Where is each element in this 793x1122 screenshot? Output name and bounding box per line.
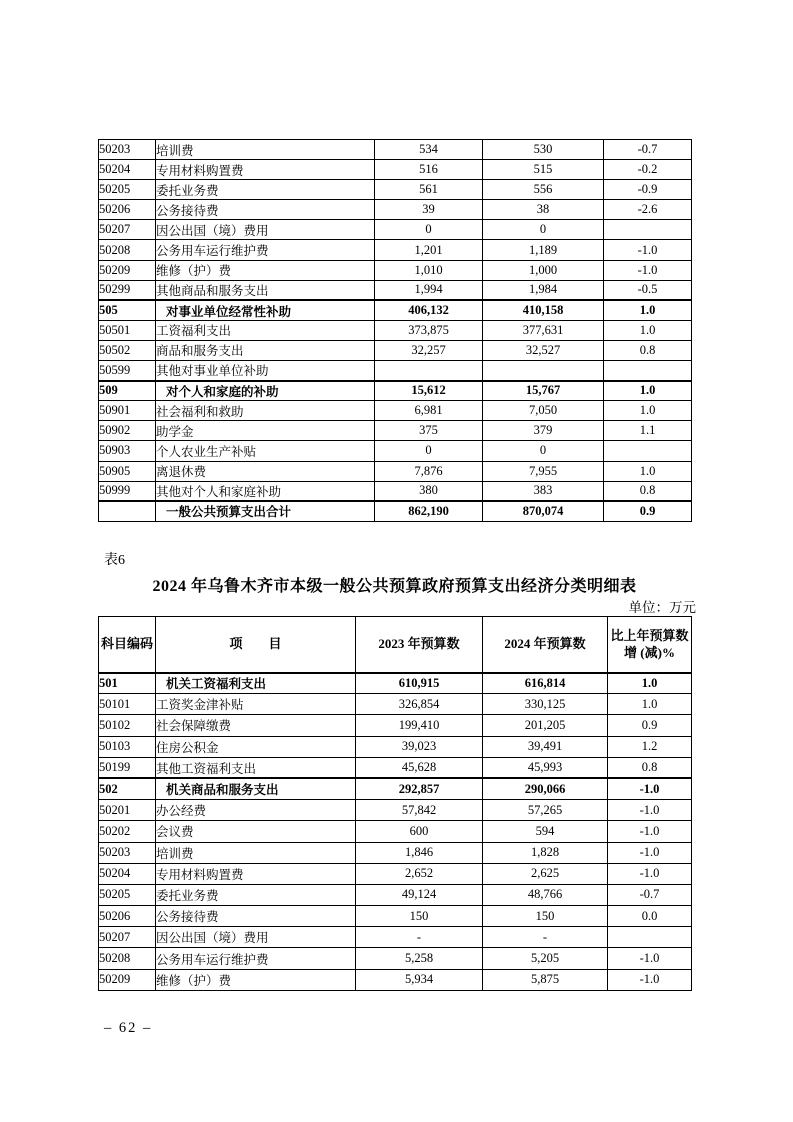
cell-y2023: 600 (356, 821, 483, 842)
table-row (99, 969, 692, 990)
cell-change: 0.9 (608, 715, 692, 736)
cell-item: 公务用车运行维护费 (156, 240, 375, 260)
unit-note: 单位：万元 (628, 600, 696, 615)
col-header-code: 科目编码 (99, 617, 156, 673)
table-row (99, 441, 692, 461)
table-row (99, 863, 692, 884)
cell-change: -1.0 (604, 260, 692, 280)
table-row (99, 884, 692, 905)
table-row (99, 694, 692, 715)
cell-y2023: 39 (375, 200, 483, 220)
cell-code: 50204 (99, 160, 156, 180)
table-row (99, 280, 692, 300)
cell-change: -0.7 (608, 884, 692, 905)
table-row (99, 361, 692, 381)
cell-y2023: 0 (375, 441, 483, 461)
cell-code: 50209 (99, 969, 156, 990)
cell-y2024: 379 (483, 421, 604, 441)
table-row (99, 340, 692, 360)
cell-change: -1.0 (608, 948, 692, 969)
section-total-row (99, 501, 692, 521)
cell-change: -1.0 (608, 863, 692, 884)
cell-y2024: 0 (483, 220, 604, 240)
table-row (99, 220, 692, 240)
table-row (99, 140, 692, 160)
cell-change: 0.8 (604, 340, 692, 360)
cell-item: 工资福利支出 (156, 320, 375, 340)
cell-y2023: 7,876 (375, 461, 483, 481)
col-header-change-line2: 增 (减)% (624, 645, 675, 661)
cell-y2024: 38 (483, 200, 604, 220)
cell-item: 公务用车运行维护费 (156, 948, 356, 969)
cell-y2024: - (483, 927, 608, 948)
cell-code: 50206 (99, 200, 156, 220)
cell-change: 0.8 (604, 481, 692, 501)
cell-code: 50207 (99, 220, 156, 240)
cell-item: 其他对个人和家庭补助 (156, 481, 375, 501)
cell-y2024: 45,993 (483, 757, 608, 778)
cell-item: 委托业务费 (156, 884, 356, 905)
cell-item: 机关商品和服务支出 (156, 778, 356, 799)
cell-y2023: 375 (375, 421, 483, 441)
cell-y2023: 49,124 (356, 884, 483, 905)
cell-code: 50501 (99, 320, 156, 340)
cell-y2023: 610,915 (356, 673, 483, 694)
cell-y2023: 406,132 (375, 300, 483, 320)
cell-y2024: 1,189 (483, 240, 604, 260)
table-header-row (99, 617, 692, 673)
table-row (99, 842, 692, 863)
cell-y2024: 1,828 (483, 842, 608, 863)
cell-code: 50204 (99, 863, 156, 884)
cell-item: 维修（护）费 (156, 260, 375, 280)
cell-y2023: 862,190 (375, 501, 483, 521)
cell-change: -1.0 (608, 778, 692, 799)
table6-title: 2024 年乌鲁木齐市本级一般公共预算政府预算支出经济分类明细表 (152, 578, 637, 595)
cell-item: 助学金 (156, 421, 375, 441)
cell-item: 专用材料购置费 (156, 863, 356, 884)
cell-item: 公务接待费 (156, 200, 375, 220)
table-row (99, 260, 692, 280)
cell-item: 其他工资福利支出 (156, 757, 356, 778)
cell-y2024: 616,814 (483, 673, 608, 694)
cell-code: 50202 (99, 821, 156, 842)
cell-y2024: 330,125 (483, 694, 608, 715)
col-header-change (608, 617, 692, 673)
cell-change: 0.8 (608, 757, 692, 778)
table-row (99, 401, 692, 421)
cell-y2024: 57,265 (483, 800, 608, 821)
table-row (99, 800, 692, 821)
cell-code: 50102 (99, 715, 156, 736)
cell-change (604, 220, 692, 240)
cell-code: 50299 (99, 280, 156, 300)
cell-code: 50201 (99, 800, 156, 821)
cell-y2024: 870,074 (483, 501, 604, 521)
cell-y2024: 594 (483, 821, 608, 842)
cell-change: 1.0 (604, 320, 692, 340)
cell-code: 50208 (99, 240, 156, 260)
table-row (99, 906, 692, 927)
cell-y2024: 7,050 (483, 401, 604, 421)
cell-y2023: 326,854 (356, 694, 483, 715)
cell-y2024: 5,205 (483, 948, 608, 969)
cell-y2023: 6,981 (375, 401, 483, 421)
table-row (99, 461, 692, 481)
col-header-2023: 2023 年预算数 (356, 617, 483, 673)
cell-item: 一般公共预算支出合计 (156, 501, 375, 521)
cell-y2024: 2,625 (483, 863, 608, 884)
table-row (99, 180, 692, 200)
cell-y2023: 1,010 (375, 260, 483, 280)
cell-y2024: 383 (483, 481, 604, 501)
cell-y2024: 32,527 (483, 340, 604, 360)
cell-item: 离退休费 (156, 461, 375, 481)
table-row (99, 927, 692, 948)
cell-change: 0.0 (608, 906, 692, 927)
cell-y2024: 377,631 (483, 320, 604, 340)
cell-change: -0.2 (604, 160, 692, 180)
col-header-change-line1: 比上年预算数 (610, 627, 689, 643)
cell-item: 对事业单位经常性补助 (156, 300, 375, 320)
cell-change: 1.2 (608, 736, 692, 757)
cell-code: 501 (99, 673, 156, 694)
cell-y2024: 1,984 (483, 280, 604, 300)
section-total-row (99, 778, 692, 799)
cell-item: 社会保障缴费 (156, 715, 356, 736)
cell-y2023: 57,842 (356, 800, 483, 821)
cell-y2023: 373,875 (375, 320, 483, 340)
table-row (99, 421, 692, 441)
cell-change: -1.0 (608, 842, 692, 863)
cell-y2023: 1,994 (375, 280, 483, 300)
cell-y2024: 556 (483, 180, 604, 200)
cell-change: 1.0 (604, 300, 692, 320)
table-row (99, 736, 692, 757)
cell-y2023: 5,934 (356, 969, 483, 990)
cell-y2023: 516 (375, 160, 483, 180)
table-row (99, 481, 692, 501)
cell-item: 住房公积金 (156, 736, 356, 757)
cell-change (604, 441, 692, 461)
table-row (99, 320, 692, 340)
cell-y2023: 561 (375, 180, 483, 200)
cell-y2023: 45,628 (356, 757, 483, 778)
cell-change: -0.5 (604, 280, 692, 300)
table-row (99, 715, 692, 736)
economic-classification-table (98, 616, 692, 991)
cell-code: 50199 (99, 757, 156, 778)
cell-code: 50599 (99, 361, 156, 381)
section-total-row (99, 381, 692, 401)
cell-y2023: 292,857 (356, 778, 483, 799)
cell-y2024: 290,066 (483, 778, 608, 799)
cell-change: 1.0 (604, 401, 692, 421)
cell-y2024: 7,955 (483, 461, 604, 481)
cell-item: 公务接待费 (156, 906, 356, 927)
table-row (99, 757, 692, 778)
cell-change: -1.0 (608, 969, 692, 990)
cell-item: 专用材料购置费 (156, 160, 375, 180)
cell-code: 50903 (99, 441, 156, 461)
table-row (99, 240, 692, 260)
cell-code: 50207 (99, 927, 156, 948)
cell-code: 50206 (99, 906, 156, 927)
cell-y2024: 15,767 (483, 381, 604, 401)
cell-y2023: 0 (375, 220, 483, 240)
cell-y2023: 199,410 (356, 715, 483, 736)
cell-item: 会议费 (156, 821, 356, 842)
cell-change: -0.9 (604, 180, 692, 200)
cell-y2023 (375, 361, 483, 381)
cell-code: 50203 (99, 842, 156, 863)
cell-y2024: 530 (483, 140, 604, 160)
cell-code: 50905 (99, 461, 156, 481)
cell-y2024: 1,000 (483, 260, 604, 280)
cell-item: 对个人和家庭的补助 (156, 381, 375, 401)
cell-item: 因公出国（境）费用 (156, 220, 375, 240)
table-row (99, 821, 692, 842)
cell-code: 50901 (99, 401, 156, 421)
cell-code: 50209 (99, 260, 156, 280)
cell-y2023: 2,652 (356, 863, 483, 884)
cell-code: 50902 (99, 421, 156, 441)
cell-change: -2.6 (604, 200, 692, 220)
budget-table-continuation (98, 139, 692, 522)
cell-code: 50205 (99, 884, 156, 905)
cell-code: 50502 (99, 340, 156, 360)
cell-item: 工资奖金津补贴 (156, 694, 356, 715)
table-row (99, 948, 692, 969)
cell-code: 50205 (99, 180, 156, 200)
cell-y2024: 515 (483, 160, 604, 180)
cell-y2023: - (356, 927, 483, 948)
cell-change: 1.0 (604, 461, 692, 481)
cell-item: 维修（护）费 (156, 969, 356, 990)
cell-code: 505 (99, 300, 156, 320)
cell-code (99, 501, 156, 521)
section-total-row (99, 300, 692, 320)
cell-change (608, 927, 692, 948)
cell-item: 商品和服务支出 (156, 340, 375, 360)
cell-y2024: 150 (483, 906, 608, 927)
cell-code: 509 (99, 381, 156, 401)
cell-change: 1.1 (604, 421, 692, 441)
table6-label: 表6 (104, 553, 125, 568)
cell-change: -0.7 (604, 140, 692, 160)
cell-y2023: 150 (356, 906, 483, 927)
cell-code: 50999 (99, 481, 156, 501)
cell-y2023: 1,201 (375, 240, 483, 260)
col-header-2024: 2024 年预算数 (483, 617, 608, 673)
cell-y2023: 39,023 (356, 736, 483, 757)
cell-item: 社会福利和救助 (156, 401, 375, 421)
cell-code: 50208 (99, 948, 156, 969)
cell-y2024 (483, 361, 604, 381)
cell-y2023: 15,612 (375, 381, 483, 401)
cell-item: 办公经费 (156, 800, 356, 821)
cell-change (604, 361, 692, 381)
cell-item: 委托业务费 (156, 180, 375, 200)
cell-y2024: 0 (483, 441, 604, 461)
cell-change: -1.0 (604, 240, 692, 260)
cell-item: 培训费 (156, 140, 375, 160)
cell-y2024: 39,491 (483, 736, 608, 757)
cell-y2024: 5,875 (483, 969, 608, 990)
cell-item: 个人农业生产补贴 (156, 441, 375, 461)
section-total-row (99, 673, 692, 694)
col-header-item: 项 目 (156, 617, 356, 673)
cell-change: 1.0 (604, 381, 692, 401)
cell-change: 1.0 (608, 673, 692, 694)
cell-y2023: 534 (375, 140, 483, 160)
cell-item: 其他商品和服务支出 (156, 280, 375, 300)
cell-y2023: 32,257 (375, 340, 483, 360)
cell-y2023: 380 (375, 481, 483, 501)
page-number: – 62 – (104, 1020, 153, 1036)
cell-item: 因公出国（境）费用 (156, 927, 356, 948)
cell-y2023: 1,846 (356, 842, 483, 863)
table-row (99, 160, 692, 180)
cell-change: 0.9 (604, 501, 692, 521)
cell-y2024: 48,766 (483, 884, 608, 905)
cell-change: -1.0 (608, 821, 692, 842)
cell-code: 502 (99, 778, 156, 799)
cell-change: 1.0 (608, 694, 692, 715)
table-row (99, 200, 692, 220)
cell-code: 50103 (99, 736, 156, 757)
cell-item: 培训费 (156, 842, 356, 863)
cell-item: 其他对事业单位补助 (156, 361, 375, 381)
cell-code: 50203 (99, 140, 156, 160)
cell-code: 50101 (99, 694, 156, 715)
cell-y2024: 410,158 (483, 300, 604, 320)
cell-item: 机关工资福利支出 (156, 673, 356, 694)
cell-y2023: 5,258 (356, 948, 483, 969)
cell-y2024: 201,205 (483, 715, 608, 736)
cell-change: -1.0 (608, 800, 692, 821)
